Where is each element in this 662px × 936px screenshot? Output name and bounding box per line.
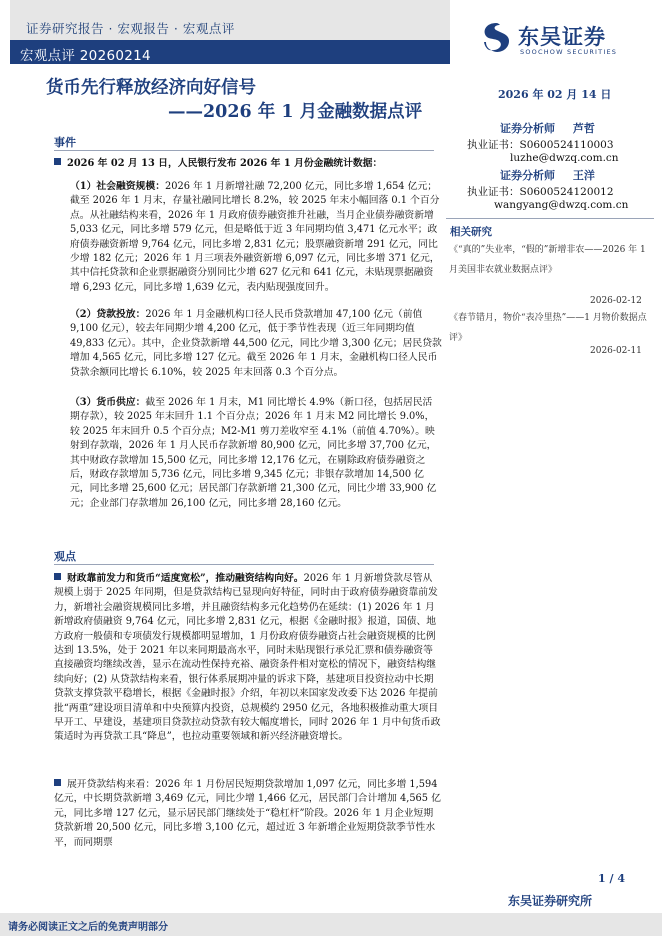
disclaimer-notice[interactable]: 请务必阅读正文之后的免责声明部分 — [8, 922, 168, 933]
analyst-1-email[interactable]: luzhe@dwzq.com.cn — [510, 152, 619, 164]
view-item-1-lead: 财政靠前发力和货币“适度宽松”，推动融资结构向好。 — [67, 573, 304, 584]
event-item-1-text: 2026 年 1 月新增社融 72,200 亿元，同比多增 1,654 亿元；截至 2026 年 1 月末，存量社融同比增长 8.2%，较 2025 年末小幅回落 0.1 个百分点。从社融结构来看，2026 年 1 月政府债券融资推升社融，当月企业债券融资新增 5,033 亿元，同比多增 579 亿元，但是略低于近 3 年同期均值 3,471 亿元水平；政府债券融资新增 9,764 亿元，同比多增 2,831 亿元；股票融资新增 291 亿元，同比少增 182 亿元；2026 年 1 月三项表外融资新增 6,097 亿元，同比多增 371 亿元，其中信托贷款和企业票据融资分别同比少增 627 亿元和 641 亿元，未贴现票据融资增 6,293 亿元，同比多增 1,639 亿元，表内贴现强度回升。 — [70, 181, 440, 293]
event-item-2 — [70, 308, 442, 380]
view-item-1 — [54, 572, 442, 745]
related-heading: 相关研究 — [450, 226, 492, 238]
related-item-2-title[interactable]: 《春节错月，物价“表冷里热”——1 月物价数据点评》 — [449, 313, 647, 343]
category-band — [10, 0, 450, 40]
report-tag: 宏观点评 20260214 — [20, 48, 151, 64]
view-item-2-text: 展开贷款结构来看：2026 年 1 月份居民短期贷款增加 1,097 亿元，同比多增 1,594 亿元，中长期贷款新增 3,469 亿元，同比少增 1,466 亿元，居民部门合计增加 4,565 亿元，同比多增 127 亿元，显示居民部门继续处于“稳杠杆”阶段。2026 年 1 月企业短期贷款新增 20,500 亿元，同比多增 3,100 亿元，超过近 3 年新增企业短期贷款季节性水平，而同期票 — [54, 779, 441, 848]
bullet-icon — [54, 779, 61, 786]
logo-name-cn: 东吴证券 — [518, 25, 606, 49]
bullet-icon — [54, 158, 61, 165]
bullet-icon — [54, 573, 61, 580]
page-number: 1 / 4 — [598, 872, 625, 885]
publish-date: 2026 年 02 月 14 日 — [498, 88, 612, 101]
logo-name-en: SOOCHOW SECURITIES — [520, 48, 618, 56]
analyst-2-cert: 执业证书：S0600524120012 — [467, 186, 614, 198]
view-item-2 — [54, 778, 442, 850]
analyst-1-cert: 执业证书：S0600524110003 — [467, 139, 614, 151]
event-item-1-label: （1）社会融资规模： — [70, 181, 165, 192]
research-department: 东吴证券研究所 — [508, 894, 593, 908]
analyst-1-title — [500, 120, 595, 136]
related-item-1-date: 2026-02-12 — [590, 296, 642, 306]
related-separator — [446, 218, 654, 219]
analyst-2-name: 王洋 — [572, 169, 595, 182]
view-item-1-text: 2026 年 1 月新增贷款尽管从规模上弱于 2025 年同期，但是贷款结构已显现向好特征，同时由于政府债券融资靠前发力，新增社会融资规模同比多增，并且融资结构多元化趋势仍在延续：(1) 2026 年 1 月新增政府债融资 9,764 亿元，同比多增 2,831 亿元，根据《金融时报》报道，国债、地方政府一般债和专项债发行规模都明显增加，1 月份政府债券融资占社会融资规模的比例达到 13.5%，处于 2021 年以来同期最高水平，同时未贴现银行承兑汇票和债券融资等直接融资均继续改善，显示在流动性保持充裕、融资条件相对宽松的情况下，融资结构继续向好；(2) 从贷款结构来看，银行体系展期冲量的诉求下降，基建项目投资拉动中长期贷款支撑贷款平稳增长，根据《金融时报》介绍，年初以来国家发改委下达 2026 年提前批“两重”建设项目清单和中央预算内投资，总规模约 2950 亿元，各地积极推动重大项目早开工、早建设，基建项目贷款拉动贷款有较大幅度增长，同时 2026 年 1 月中旬货币政策适时为再贷款工具“降息”，也拉动重要领域和新兴经济融资增长。 — [54, 573, 441, 743]
events-heading-rule — [54, 150, 434, 151]
views-heading-rule — [54, 564, 434, 565]
related-item-1-title[interactable]: 《“真的”失业率，“假的”新增非农——2026 年 1 月美国非农就业数据点评》 — [449, 245, 646, 275]
logo-mark-icon — [478, 20, 514, 56]
views-heading: 观点 — [54, 550, 76, 563]
analyst-1-role: 证券分析师 — [500, 122, 555, 135]
report-tag-band — [10, 40, 450, 64]
related-item-2-date: 2026-02-11 — [590, 346, 642, 356]
analyst-2-title — [500, 167, 595, 183]
category-path: 证券研究报告 · 宏观报告 · 宏观点评 — [26, 21, 235, 36]
event-item-1 — [70, 180, 442, 295]
report-title: 货币先行释放经济向好信号 — [46, 78, 256, 98]
event-item-3-text: 截至 2026 年 1 月末，M1 同比增长 4.9%（新口径，包括居民活期存款），较 2025 年末回升 1.1 个百分点；2026 年 1 月末 M2 同比增长 9.0%，较 2025 年末回升 0.5 个百分点；M2-M1 剪刀差收窄至 4.1%（前值 4.70%）。映射到存款端，2026 年 1 月人民币存款新增 80,900 亿元，同比多增 37,700 亿元，其中财政存款增加 15,500 亿元，同比多增 12,176 亿元，在剔除政府债券融资之后，财政存款增加 5,736 亿元，同比多增 9,345 亿元；非银存款增加 14,500 亿元，同比多增 25,600 亿元；居民部门存款新增 21,300 亿元，同比少增 33,900 亿元；企业部门存款增加 26,100 亿元，同比多增 28,160 亿元。 — [70, 397, 437, 509]
event-item-2-text: 2026 年 1 月金融机构口径人民币贷款增加 47,100 亿元（前值 9,100 亿元），较去年同期少增 4,200 亿元，低于季节性表现（近三年同期均值 49,833 亿元）。其中，企业贷款新增 44,500 亿元，同比少增 3,300 亿元；居民贷款增加 4,565 亿元，同比多增 127 亿元。截至 2026 年 1 月末，金融机构口径人民币贷款余额同比增长 6.10%，较 2025 年末回落 0.3 个百分点。 — [70, 309, 442, 378]
analyst-2-email[interactable]: wangyang@dwzq.com.cn — [494, 199, 629, 211]
event-item-3-label: （3）货币供应： — [70, 397, 146, 408]
event-item-3 — [70, 396, 442, 511]
event-item-2-label: （2）贷款投放： — [70, 309, 146, 320]
events-lead-text: 2026 年 02 月 13 日，人民银行发布 2026 年 1 月份金融统计数据： — [67, 158, 383, 169]
company-logo — [478, 18, 653, 58]
events-heading: 事件 — [54, 136, 76, 149]
analyst-2-role: 证券分析师 — [500, 169, 555, 182]
report-subtitle: ——2026 年 1 月金融数据点评 — [168, 102, 423, 122]
events-lead — [54, 157, 442, 171]
analyst-1-name: 芦哲 — [572, 122, 595, 135]
